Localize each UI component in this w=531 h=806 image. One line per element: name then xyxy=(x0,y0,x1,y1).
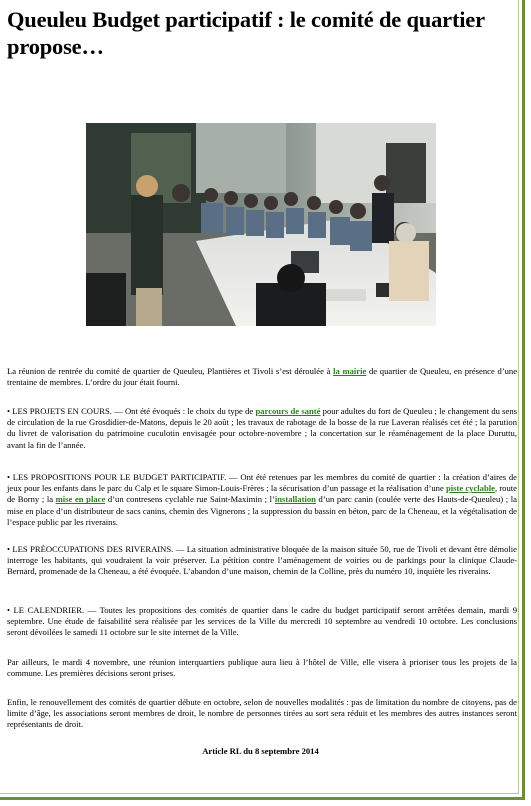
paragraph-interquartiers: Par ailleurs, le mardi 4 novembre, une réunion interquartiers publique aura lieu à l’hôtel de Ville, elle visera à prioriser tous les projets de la commune. Les premières décisions seront prises. xyxy=(7,657,517,679)
paragraph-projets-en-cours: • LES PROJETS EN COURS. — Ont été évoqués : le choix du type de parcours de santé pour adultes du fort de Queuleu ; le changement du sens de circulation de la rue Grosdidier-de-Matons, depuis le 20 août ; les travaux de rabotage de la bosse de la rue Laveran réalisés cet été ; la parution du livret de valorisation du patrimoine cuculotin envisagée pour octobre-novembre ; la concertation sur le réaménagement de la place Duruttu, avant la fin de l’année. xyxy=(7,406,517,450)
link-piste-cyclable[interactable]: piste cyclable xyxy=(445,483,495,494)
paragraph-renouvellement: Enfin, le renouvellement des comités de quartier débute en octobre, selon de nouvelles modalités : pas de limitation du nombre de citoyens, pas de limite d’âge, les associations seront membres de droit, le nombre de personnes tirées au sort sera réduit et les membres des autres instances seront représentants de droit. xyxy=(7,697,517,730)
paragraph-preoccupations: • LES PRÉOCCUPATIONS DES RIVERAINS. — La situation administrative bloquée de la maison située 50, rue de Tivoli et devant être démolie interroge les habitants, qui voudraient la voir préserver. La pétition contre l’aménagement de voiries ou de parkings pour la clinique Claude-Bernard, promenade de la Cheneau, a été évoquée. L’abandon d’une maison, chemin de la Colline, près du numéro 10, inquiète les riverains. xyxy=(7,544,517,577)
link-mise-en-place[interactable]: mise en place xyxy=(55,494,106,505)
link-parcours-de-sante[interactable]: parcours de santé xyxy=(255,406,321,416)
paragraph-calendrier: • LE CALENDRIER. — Toutes les propositions des comités de quartier dans le cadre du budget participatif seront arrêtées demain, mardi 9 septembre. Une étude de faisabilité sera réalisée par les services de la Ville du mercredi 10 septembre au vendredi 10 octobre. Les conclusions seront dévoilées le samedi 11 octobre sur le site internet de la Ville. xyxy=(7,605,517,638)
link-la-mairie[interactable]: la mairie xyxy=(333,366,367,376)
paragraph-propositions: • LES PROPOSITIONS POUR LE BUDGET PARTICIPATIF. — Ont été retenues par les membres du comité de quartier : la création d’aires de jeux pour les enfants dans le parc du Calp et le square Simon-Louis-Frères ; la sécurisation d’un passage et la réalisation d’une piste cyclable, route de Borny ; la mise en place d’un contresens cyclable rue Saint-Maximin ; l’installation d’un parc canin (coulée verte des Hauts-de-Queuleu) ; la mise en place d’un distributeur de sacs canins, chemin des Vignerons ; la suppression du bassin en béton, parc de la Cheneau, et la végétalisation de l’espace public par les riverains. xyxy=(7,472,517,527)
paragraph-intro: La réunion de rentrée du comité de quartier de Queuleu, Plantières et Tivoli s’est déroulée à la mairie de quartier de Queuleu, en présence d’une trentaine de membres. L’ordre du jour était fourni. xyxy=(7,366,518,388)
link-installation[interactable]: installation xyxy=(274,494,316,505)
article-signature: Article RL du 8 septembre 2014 xyxy=(202,746,319,756)
article-title: Queuleu Budget participatif : le comité de quartier propose… xyxy=(7,7,485,59)
meeting-photo-illustration xyxy=(86,123,436,326)
article-photo xyxy=(86,123,436,326)
